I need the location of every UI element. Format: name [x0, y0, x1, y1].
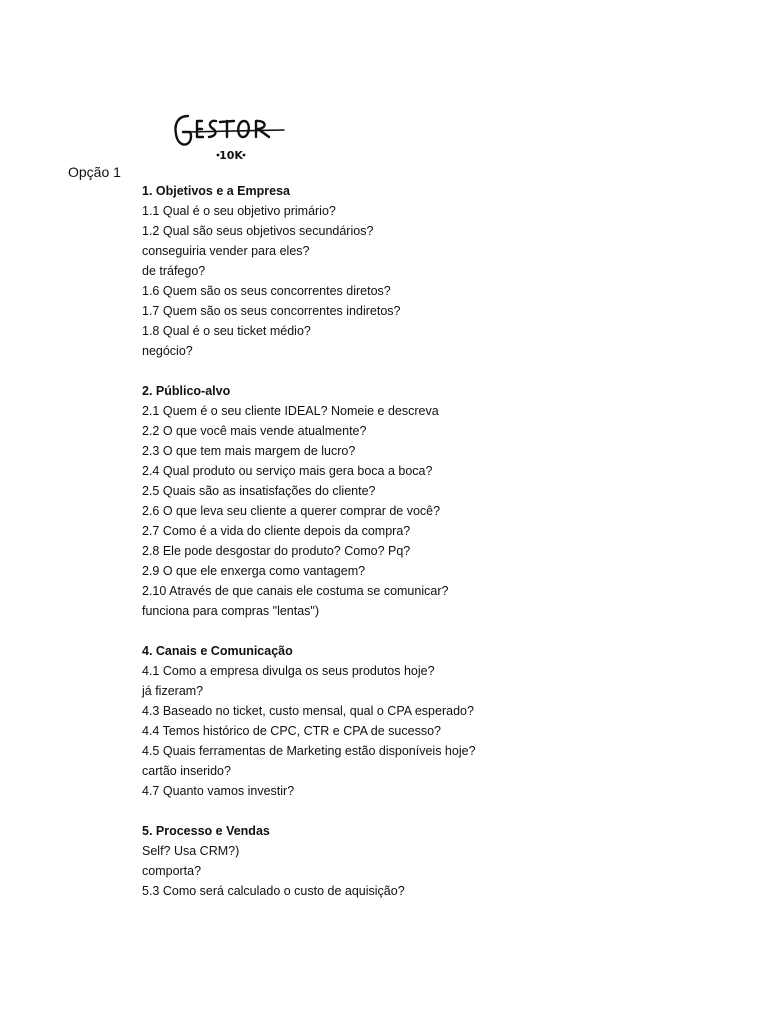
- question-line: 2.9 O que ele enxerga como vantagem?: [142, 564, 366, 578]
- question-line: 4.1 Como a empresa divulga os seus produtos hoje?: [142, 664, 435, 678]
- question-line: 2.5 Quais são as insatisfações do cliente?: [142, 484, 376, 498]
- question-line: 1.2 Qual são seus objetivos secundários?: [142, 224, 374, 238]
- question-line: 2.6 O que leva seu cliente a querer comprar de você?: [142, 504, 441, 518]
- question-line: 2.4 Qual produto ou serviço mais gera boca a boca?: [142, 464, 433, 478]
- question-line: negócio?: [142, 344, 193, 358]
- question-line: 2.8 Ele pode desgostar do produto? Como? Pq?: [142, 544, 411, 558]
- section-canais-comunicacao: [142, 641, 502, 801]
- question-line: 1.7 Quem são os seus concorrentes indiretos?: [142, 304, 401, 318]
- question-line: 2.10 Através de que canais ele costuma se comunicar?: [142, 584, 449, 598]
- section-objetivos: [142, 181, 502, 361]
- question-line: 4.4 Temos histórico de CPC, CTR e CPA de sucesso?: [142, 724, 441, 738]
- svg-text:10K: 10K: [219, 149, 243, 162]
- questionnaire-content: [142, 181, 502, 901]
- gestor-10k-logo: [172, 110, 290, 162]
- question-line: 2.3 O que tem mais margem de lucro?: [142, 444, 356, 458]
- question-line: 1.1 Qual é o seu objetivo primário?: [142, 204, 336, 218]
- question-line: conseguiria vender para eles?: [142, 244, 310, 258]
- question-line: cartão inserido?: [142, 764, 231, 778]
- section-publico-alvo: [142, 381, 502, 621]
- question-line: 5.3 Como será calculado o custo de aquisição?: [142, 884, 405, 898]
- section-processo-vendas: [142, 821, 502, 901]
- question-line: já fizeram?: [142, 684, 204, 698]
- section-heading: 1. Objetivos e a Empresa: [142, 184, 290, 198]
- section-heading: 2. Público-alvo: [142, 384, 231, 398]
- question-line: 4.7 Quanto vamos investir?: [142, 784, 295, 798]
- question-line: 2.2 O que você mais vende atualmente?: [142, 424, 367, 438]
- section-heading: 5. Processo e Vendas: [142, 824, 270, 838]
- question-line: 4.3 Baseado no ticket, custo mensal, qual o CPA esperado?: [142, 704, 474, 718]
- question-line: 1.8 Qual é o seu ticket médio?: [142, 324, 311, 338]
- question-line: comporta?: [142, 864, 202, 878]
- question-line: funciona para compras "lentas"): [142, 604, 320, 618]
- question-line: 1.6 Quem são os seus concorrentes diretos?: [142, 284, 391, 298]
- question-line: de tráfego?: [142, 264, 206, 278]
- section-heading: 4. Canais e Comunicação: [142, 644, 293, 658]
- option-label: Opção 1: [68, 164, 121, 180]
- question-line: 4.5 Quais ferramentas de Marketing estão disponíveis hoje?: [142, 744, 476, 758]
- question-line: 2.7 Como é a vida do cliente depois da compra?: [142, 524, 411, 538]
- question-line: Self? Usa CRM?): [142, 844, 240, 858]
- question-line: 2.1 Quem é o seu cliente IDEAL? Nomeie e descreva: [142, 404, 439, 418]
